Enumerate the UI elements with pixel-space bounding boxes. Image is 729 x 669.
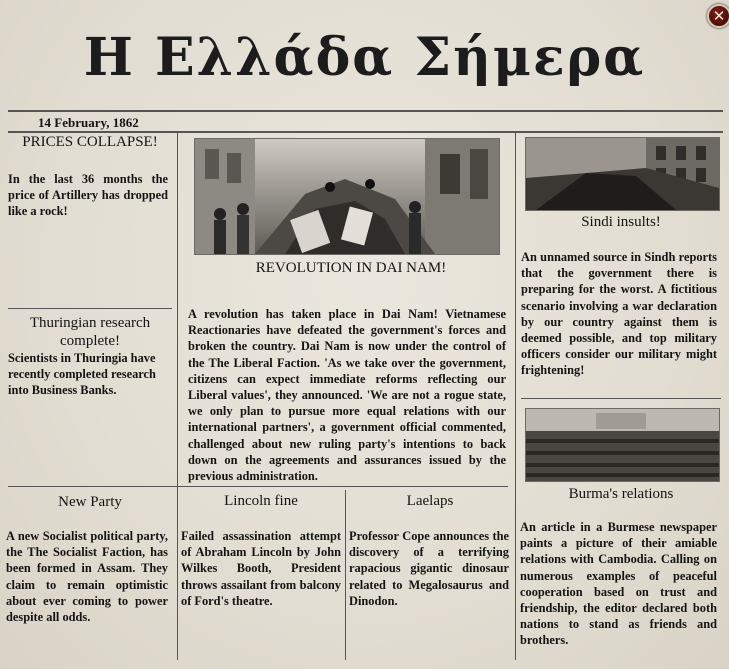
column-divider [515,133,516,660]
laelaps-body: Professor Cope announces the discovery of a terrifying rapacious gigantic dinosaur related to Megalosaurus and Dinodon. [349,529,509,608]
revolution-body: A revolution has taken place in Dai Nam! Vietnamese Reactionaries have defeated the government's forces and broken the country. Dai Nam is now under the control of the The Liberal Faction. 'As we take over the government, citizens can expect immediate reforms reflecting our Liberal values', they announced. 'We are not a rogue state, we only plan to pursue more equal relations with our international partners', a government official commented, challenged about new ruling party's intentions to back down on the agreements and assurances issued by the previous administration. [188,307,506,484]
newparty-headline: New Party [58,494,122,510]
burma-headline: Burma's relations [568,486,674,502]
thuringia-headline: Thuringian research complete! [29,315,151,349]
close-icon[interactable]: ✕ [707,4,729,28]
column-divider [177,133,178,660]
column-divider [345,490,346,660]
lincoln-body: Failed assassination attempt of Abraham Lincoln by John Wilkes Booth, President throws assailant from balcony of Ford's theatre. [181,529,341,608]
issue-date: 14 February, 1862 [38,115,139,130]
newspaper-masthead: Η Ελλάδα Σήμερα [83,27,646,88]
divider [8,486,508,487]
laelaps-headline: Laelaps [406,493,454,509]
prices-headline: PRICES COLLAPSE! [22,134,158,150]
burma-body: An article in a Burmese newspaper paints a picture of their amiable relations with Cambodia. Calling on numerous examples of peaceful cooperation based on trust and friendship, the editor declared both nations to stand as friends and brothers. [520,520,717,648]
prices-body: In the last 36 months the price of Artillery has dropped like a rock! [8,172,168,219]
newparty-body: A new Socialist political party, the The Socialist Faction, has been formed in Assam. They claim to remain optimistic about ever coming to power despite all odds. [6,529,168,625]
revolution-illustration [194,138,500,255]
revolution-headline: REVOLUTION IN DAI NAM! [255,260,447,276]
divider [8,308,172,309]
thuringia-body: Scientists in Thuringia have recently completed research into Business Banks. [8,351,156,398]
sindi-headline: Sindi insults! [581,214,661,230]
sindi-body: An unnamed source in Sindh reports that the government there is preparing for the worst. A fictitious scenario involving a war declaration by our country against them is deemed possible, and top military officers consider our military might frightening! [521,250,717,378]
divider [8,110,723,112]
divider [521,398,721,399]
sindi-illustration [525,137,720,211]
burma-illustration [525,408,720,482]
lincoln-headline: Lincoln fine [224,493,298,509]
